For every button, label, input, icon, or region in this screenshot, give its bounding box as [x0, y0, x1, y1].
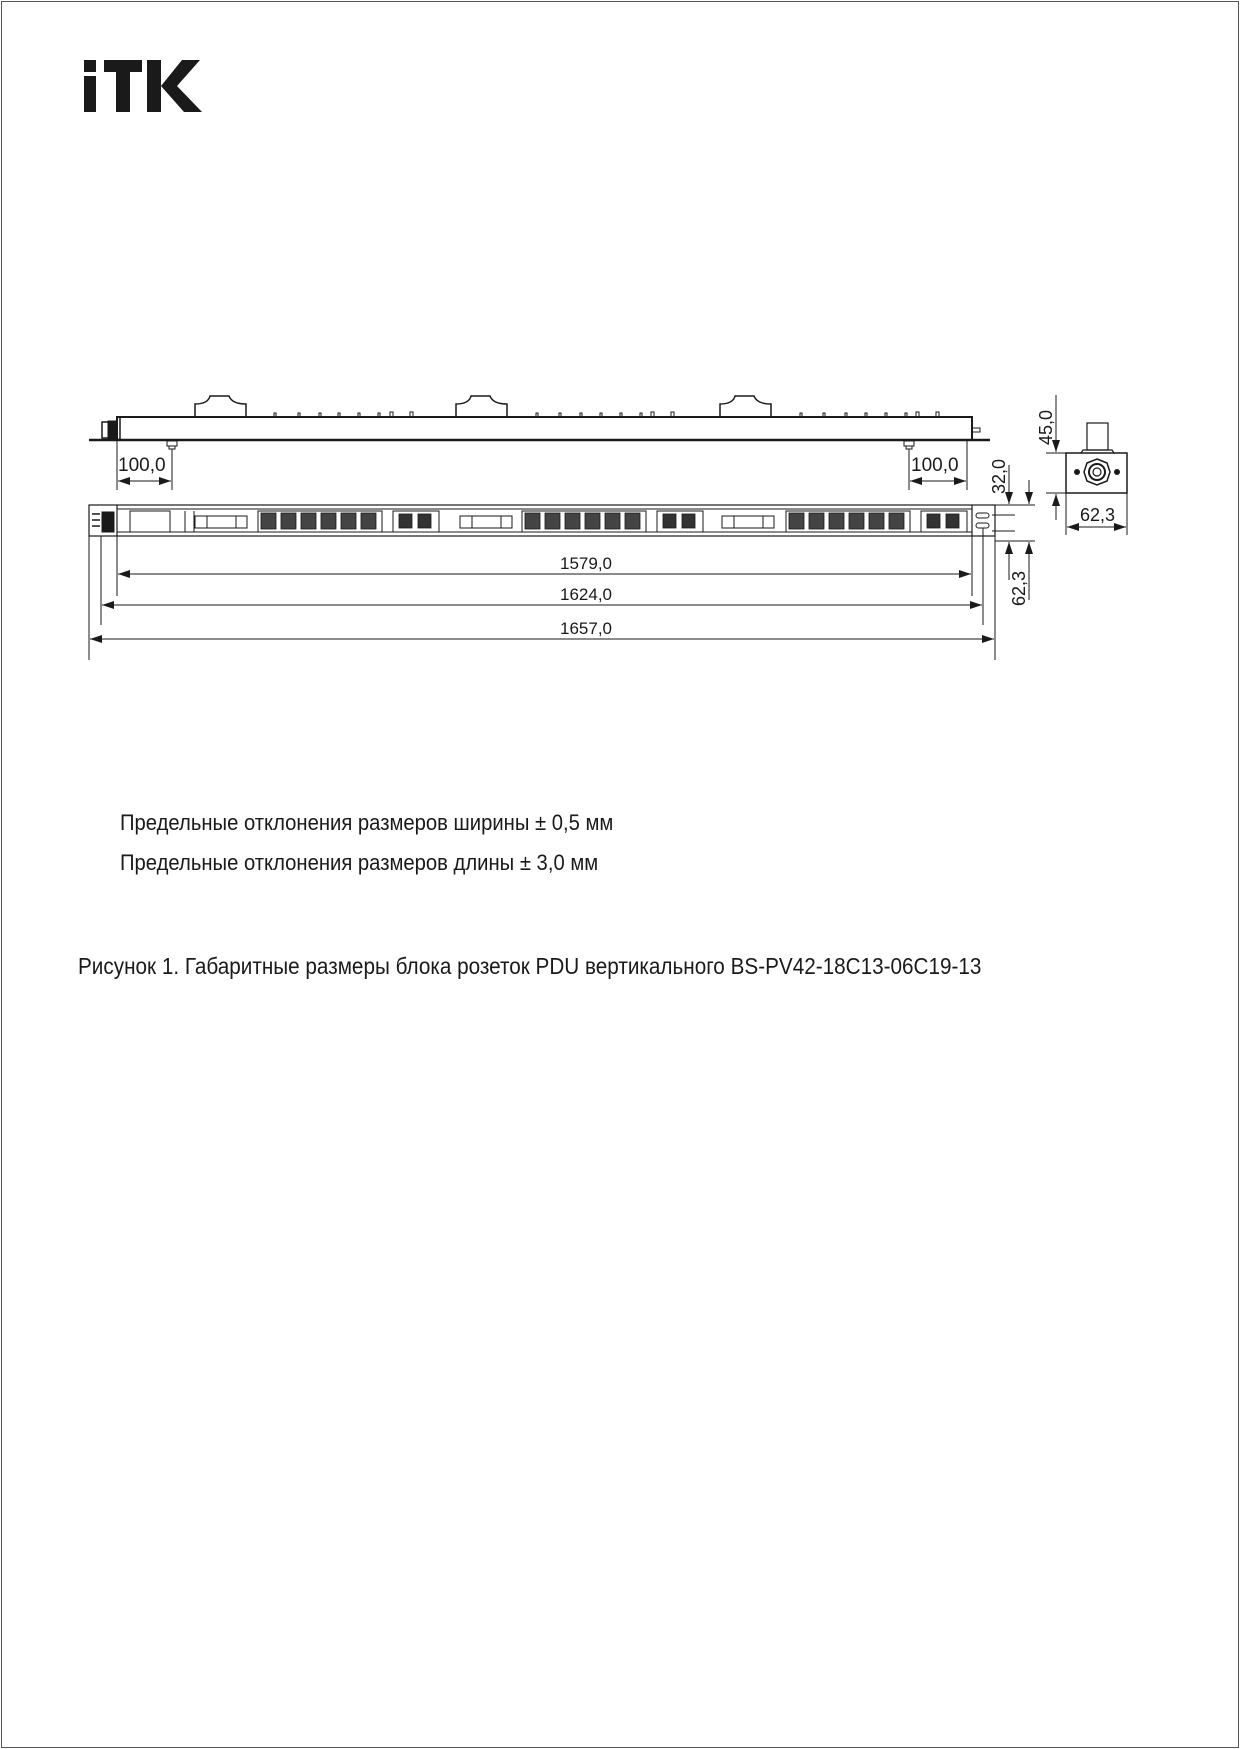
dim-62-horizontal: 62,3 [1080, 505, 1116, 525]
figure-caption: Рисунок 1. Габаритные размеры блока розеток PDU вертикального BS-PV42-18C13-06C19-13 [78, 953, 982, 979]
dim-1657: 1657,0 [560, 619, 612, 638]
dim-62-vertical: 62,3 [1009, 570, 1029, 606]
width-tolerance-note: Предельные отклонения размеров ширины ± 0,5 мм [120, 810, 614, 835]
dim-32: 32,0 [989, 458, 1009, 494]
length-tolerance-note: Предельные отклонения размеров длины ± 3,0 мм [120, 850, 599, 875]
side-view [89, 396, 990, 490]
dim-45: 45,0 [1036, 409, 1056, 445]
dim-1624: 1624,0 [560, 585, 612, 604]
dim-right-100: 100,0 [911, 455, 959, 476]
dim-1579: 1579,0 [560, 554, 612, 573]
pdu-dimension-drawing [0, 0, 1240, 700]
dim-left-100: 100,0 [118, 455, 166, 476]
